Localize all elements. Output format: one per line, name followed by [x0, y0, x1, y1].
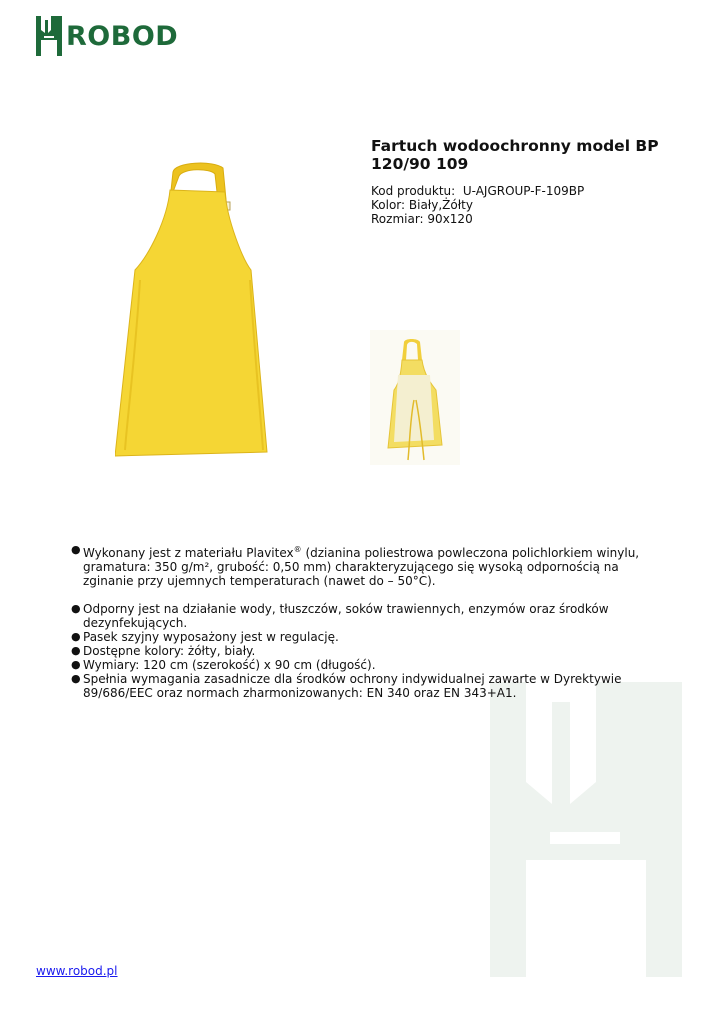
thumbnail-product-image[interactable] — [370, 330, 460, 465]
feature-item — [70, 672, 670, 700]
feature-text-post: (dzianina poliestrowa powleczona polichlorkiem winylu, gramatura: 350 g/m², grubość: 0,50 mm) charakteryzującego się wysoką odpornością na zginanie przy ujemnych temperaturach (nawet do – 50°C). — [83, 546, 640, 588]
robod-logo-icon — [36, 16, 62, 56]
feature-text-pre: Wykonany jest z materiału Plavitex — [83, 546, 294, 560]
product-color-value: Biały,Żółty — [408, 198, 473, 212]
feature-text: Pasek szyjny wyposażony jest w regulację. — [83, 630, 339, 644]
feature-list — [70, 543, 670, 700]
bullet-icon: ● — [71, 630, 81, 643]
feature-item — [70, 658, 670, 672]
feature-item — [70, 630, 670, 644]
brand-logo — [36, 16, 178, 56]
bullet-icon: ● — [71, 644, 81, 657]
product-description — [70, 543, 670, 700]
bullet-icon: ● — [71, 658, 81, 671]
brand-name: ROBOD — [66, 20, 179, 52]
feature-text: Odporny jest na działanie wody, tłuszczów, soków trawiennych, enzymów oraz środków dezynfekujących. — [83, 602, 609, 630]
website-link[interactable]: www.robod.pl — [36, 964, 118, 978]
feature-text: Wymiary: 120 cm (szerokość) x 90 cm (długość). — [83, 658, 376, 672]
main-product-image — [115, 160, 270, 460]
product-color-label: Kolor: — [371, 198, 406, 212]
feature-registered-mark: ® — [293, 545, 302, 554]
feature-item — [70, 644, 670, 658]
product-color-row — [371, 198, 584, 212]
bullet-icon: ● — [71, 672, 81, 685]
product-title: Fartuch wodoochronny model BP 120/90 109 — [371, 137, 659, 173]
product-code-row — [371, 184, 584, 198]
bullet-icon: ● — [71, 543, 81, 556]
product-size-row — [371, 212, 584, 226]
product-size-value: 90x120 — [427, 212, 473, 226]
product-code-label: Kod produktu: — [371, 184, 456, 198]
feature-item — [70, 543, 670, 588]
product-code-value: U-AJGROUP-F-109BP — [462, 184, 585, 198]
watermark-logo-icon — [490, 682, 682, 977]
bullet-icon: ● — [71, 602, 81, 615]
feature-item — [70, 602, 670, 630]
product-size-label: Rozmiar: — [371, 212, 424, 226]
feature-text: Spełnia wymagania zasadnicze dla środków ochrony indywidualnej zawarte w Dyrektywie 89/686/EEC oraz normach zharmonizowanych: EN 340 oraz EN 343+A1. — [83, 672, 622, 700]
product-meta — [371, 184, 584, 226]
feature-text: Dostępne kolory: żółty, biały. — [83, 644, 256, 658]
